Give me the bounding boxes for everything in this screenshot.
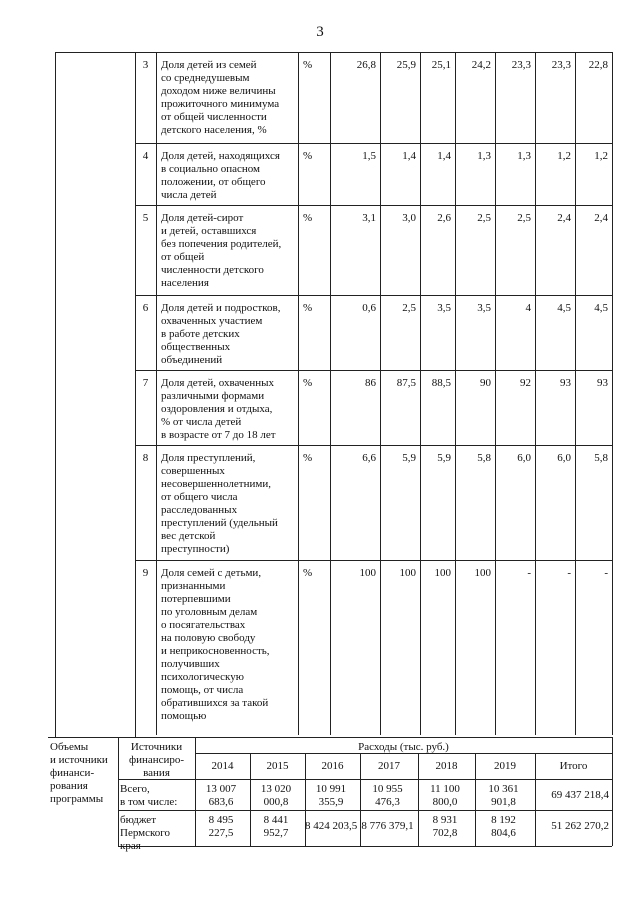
year-header: 2015 [266, 760, 289, 772]
value-cell: 4,5 [557, 302, 571, 314]
indicator-name: Доля преступлений, совершенных несовершеннолетними, от общего числа расследованных преступлений (удельный вес детской преступности) [161, 452, 278, 555]
indicator-name: Доля детей, охваченных различными формами оздоровления и отдыха, % от числа детей в возрасте от 7 до 18 лет [161, 377, 276, 441]
row-number: 5 [142, 212, 149, 224]
indicator-name: Доля детей, находящихся в социально опасном положении, от общего числа детей [161, 150, 280, 201]
value-cell: 3,5 [437, 302, 451, 314]
finance-value: 8 441 952,7 [263, 814, 289, 839]
value-cell: 92 [520, 377, 531, 389]
unit-cell: % [303, 377, 313, 389]
value-cell: 22,8 [588, 59, 608, 71]
value-cell: 4 [525, 302, 531, 314]
row-number: 9 [142, 567, 149, 579]
finance-total: 69 437 218,4 [551, 789, 609, 801]
expenses-header: Расходы (тыс. руб.) [358, 741, 449, 753]
value-cell: 2,6 [437, 212, 451, 224]
row-number: 6 [142, 302, 149, 314]
row-number: 8 [142, 452, 149, 464]
value-cell: 93 [597, 377, 608, 389]
row-number: 7 [142, 377, 149, 389]
value-cell: 100 [434, 567, 451, 579]
row-number: 3 [142, 59, 149, 71]
unit-cell: % [303, 212, 313, 224]
finance-value: 8 776 379,1 [361, 820, 414, 832]
year-header: 2019 [494, 760, 516, 772]
value-cell: 6,6 [362, 452, 376, 464]
value-cell: 2,5 [402, 302, 416, 314]
value-cell: 4,5 [594, 302, 608, 314]
year-header: 2014 [211, 760, 234, 772]
value-cell: 100 [399, 567, 416, 579]
value-cell: 0,6 [362, 302, 376, 314]
value-cell: 23,3 [511, 59, 531, 71]
value-cell: 3,5 [477, 302, 491, 314]
unit-cell: % [303, 302, 313, 314]
finance-value: 10 361 901,8 [488, 783, 519, 808]
year-header: 2018 [435, 760, 458, 772]
value-cell: 100 [359, 567, 376, 579]
value-cell: - [527, 567, 531, 579]
finance-value: 10 991 355,9 [315, 783, 347, 808]
finance-row-label: Всего, в том числе: [120, 783, 178, 808]
value-cell: 5,9 [402, 452, 416, 464]
value-cell: 87,5 [396, 377, 416, 389]
unit-cell: % [303, 567, 313, 579]
finance-value: 8 495 227,5 [208, 814, 234, 839]
finance-total: 51 262 270,2 [551, 820, 609, 832]
finance-value: 8 424 203,5 [305, 820, 358, 832]
value-cell: 5,9 [437, 452, 451, 464]
value-cell: 23,3 [551, 59, 571, 71]
finance-section-label: Объемы и источники финанси- рования программы [50, 741, 108, 805]
sources-header: Источники финансиро- вания [128, 741, 185, 779]
value-cell: 6,0 [517, 452, 531, 464]
value-cell: 25,9 [396, 59, 416, 71]
value-cell: 25,1 [431, 59, 451, 71]
value-cell: 88,5 [431, 377, 451, 389]
value-cell: 1,5 [362, 150, 376, 162]
value-cell: 2,4 [557, 212, 571, 224]
indicator-name: Доля детей-сирот и детей, оставшихся без попечения родителей, от общей численности детского населения [161, 212, 282, 289]
value-cell: 2,5 [517, 212, 531, 224]
unit-cell: % [303, 59, 313, 71]
value-cell: 1,2 [594, 150, 608, 162]
value-cell: 3,1 [362, 212, 376, 224]
finance-value: 13 020 000,8 [260, 783, 292, 808]
value-cell: - [567, 567, 571, 579]
finance-value: 11 100 800,0 [430, 783, 460, 808]
indicator-name: Доля семей с детьми, признанными потерпевшими по уголовным делам о посягательствах на половую свободу и неприкосновенность, получивших психологическую помощь, от числа обратившихся за такой помощью [161, 567, 270, 722]
value-cell: 1,3 [517, 150, 531, 162]
year-header: 2017 [378, 760, 400, 772]
value-cell: 6,0 [557, 452, 571, 464]
value-cell: 86 [365, 377, 376, 389]
value-cell: 100 [474, 567, 491, 579]
value-cell: 1,4 [437, 150, 451, 162]
finance-row-label: бюджет Пермского края [120, 814, 171, 852]
value-cell: - [604, 567, 608, 579]
total-header: Итого [559, 760, 588, 772]
page-number: 3 [316, 24, 324, 40]
value-cell: 5,8 [594, 452, 608, 464]
year-header: 2016 [321, 760, 344, 772]
value-cell: 1,2 [557, 150, 571, 162]
value-cell: 3,0 [402, 212, 416, 224]
value-cell: 5,8 [477, 452, 491, 464]
unit-cell: % [303, 150, 313, 162]
value-cell: 1,4 [402, 150, 416, 162]
row-number: 4 [142, 150, 149, 162]
finance-value: 8 931 702,8 [432, 814, 458, 839]
finance-value: 13 007 683,6 [205, 783, 237, 808]
indicator-name: Доля детей и подростков, охваченных участием в работе детских общественных объединений [161, 302, 281, 366]
value-cell: 90 [480, 377, 491, 389]
finance-value: 10 955 476,3 [372, 783, 403, 808]
value-cell: 1,3 [477, 150, 491, 162]
value-cell: 2,4 [594, 212, 608, 224]
value-cell: 2,5 [477, 212, 491, 224]
indicator-name: Доля детей из семей со среднедушевым доходом ниже величины прожиточного минимума от общей численности детского населения, % [161, 59, 280, 136]
value-cell: 93 [560, 377, 571, 389]
unit-cell: % [303, 452, 313, 464]
finance-value: 8 192 804,6 [491, 814, 516, 839]
value-cell: 26,8 [356, 59, 376, 71]
value-cell: 24,2 [471, 59, 491, 71]
